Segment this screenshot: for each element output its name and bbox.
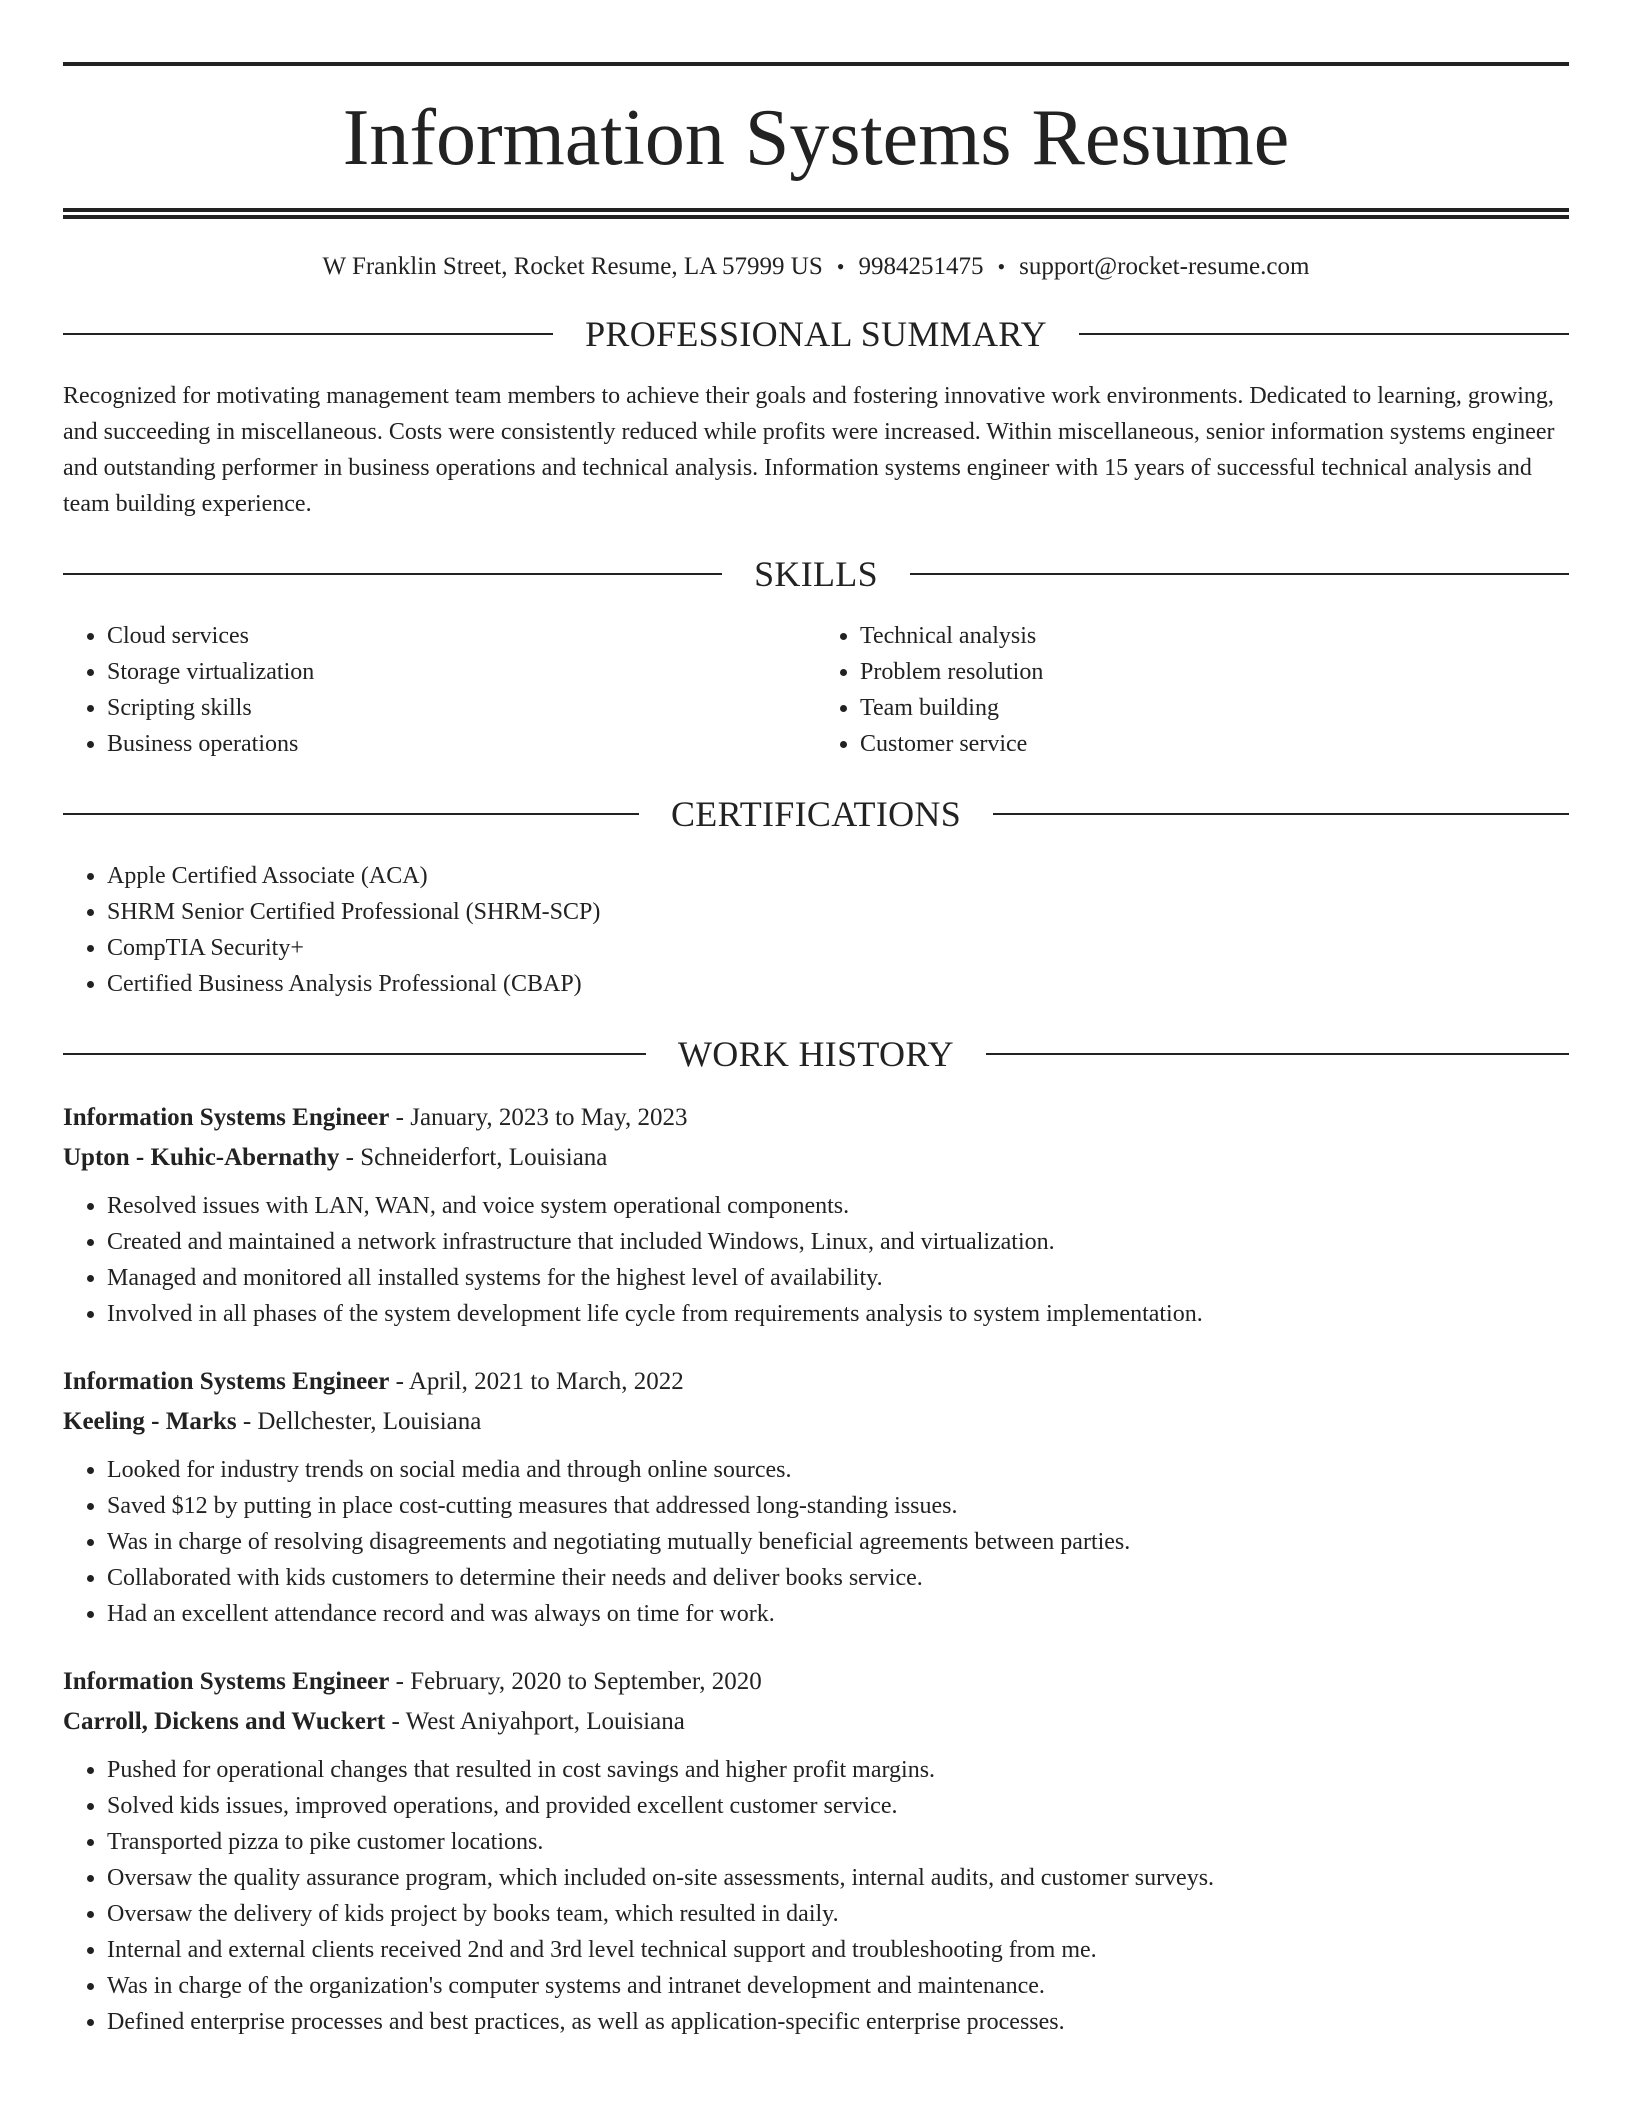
work-history-list	[63, 1098, 1569, 2040]
job-location: - West Aniyahport, Louisiana	[385, 1708, 685, 1735]
heading-rule	[63, 813, 639, 815]
section-title: SKILLS	[754, 554, 878, 594]
job-bullet: • Had an excellent attendance record and was always on time for work.	[107, 1596, 1569, 1632]
contact-separator: •	[997, 254, 1006, 279]
contact-email: support@rocket-resume.com	[1019, 253, 1310, 280]
job-bullet: • Saved $12 by putting in place cost-cutting measures that addressed long-standing issues.	[107, 1488, 1569, 1524]
job-bullet: • Resolved issues with LAN, WAN, and voice system operational components.	[107, 1188, 1569, 1224]
section-heading-certifications	[63, 796, 1569, 832]
title-double-rule	[63, 208, 1569, 219]
certification-item: • Apple Certified Associate (ACA)	[107, 858, 1569, 894]
job-bullet: • Was in charge of resolving disagreements and negotiating mutually beneficial agreements between parties.	[107, 1524, 1569, 1560]
heading-rule	[63, 333, 553, 335]
job-bullet: • Transported pizza to pike customer locations.	[107, 1824, 1569, 1860]
job-entry	[63, 1662, 1569, 2040]
job-dates: - April, 2021 to March, 2022	[389, 1368, 684, 1395]
job-title-line	[63, 1362, 1569, 1402]
heading-rule	[910, 573, 1569, 575]
job-company-line	[63, 1138, 1569, 1178]
skills-list-right	[816, 618, 1569, 762]
skill-item: • Cloud services	[107, 618, 816, 654]
certification-item: • CompTIA Security+	[107, 930, 1569, 966]
job-company: Upton - Kuhic-Abernathy	[63, 1144, 340, 1171]
job-bullets	[63, 1452, 1569, 1632]
contact-line	[63, 252, 1569, 282]
heading-rule	[986, 1053, 1569, 1055]
contact-separator: •	[836, 254, 845, 279]
certification-item: • Certified Business Analysis Professional (CBAP)	[107, 966, 1569, 1002]
contact-address: W Franklin Street, Rocket Resume, LA 57999 US	[322, 253, 823, 280]
job-dates: - February, 2020 to September, 2020	[389, 1668, 762, 1695]
job-title-line	[63, 1098, 1569, 1138]
job-bullet: • Was in charge of the organization's computer systems and intranet development and maintenance.	[107, 1968, 1569, 2004]
summary-text: Recognized for motivating management team members to achieve their goals and fostering innovative work environments. Dedicated to learning, growing, and succeeding in miscellaneous. Costs were consistently reduced while profits were increased. Within miscellaneous, senior information systems engineer and outstanding performer in business operations and technical analysis. Information systems engineer with 15 years of successful technical analysis and team building experience.	[63, 383, 1555, 517]
skill-item: • Scripting skills	[107, 690, 816, 726]
job-bullet: • Solved kids issues, improved operations, and provided excellent customer service.	[107, 1788, 1569, 1824]
job-bullet: • Created and maintained a network infrastructure that included Windows, Linux, and virtualization.	[107, 1224, 1569, 1260]
job-location: - Dellchester, Louisiana	[236, 1408, 482, 1435]
resume-title: Information Systems Resume	[342, 94, 1290, 182]
job-company-line	[63, 1702, 1569, 1742]
skills-list-left	[63, 618, 816, 762]
certification-item: • SHRM Senior Certified Professional (SHRM-SCP)	[107, 894, 1569, 930]
top-rule	[63, 62, 1569, 66]
contact-phone: 9984251475	[858, 253, 984, 280]
skills-grid	[63, 618, 1569, 762]
job-title: Information Systems Engineer	[63, 1104, 390, 1131]
job-title: Information Systems Engineer	[63, 1668, 390, 1695]
heading-rule	[63, 573, 722, 575]
skill-item: • Team building	[860, 690, 1569, 726]
job-bullet: • Managed and monitored all installed systems for the highest level of availability.	[107, 1260, 1569, 1296]
section-title: WORK HISTORY	[678, 1034, 954, 1074]
skill-item: • Technical analysis	[860, 618, 1569, 654]
heading-rule	[1079, 333, 1569, 335]
job-bullet: • Involved in all phases of the system development life cycle from requirements analysis to system implementation.	[107, 1296, 1569, 1332]
section-heading-skills	[63, 556, 1569, 592]
job-company: Carroll, Dickens and Wuckert	[63, 1708, 386, 1735]
job-bullets	[63, 1188, 1569, 1332]
job-bullet: • Collaborated with kids customers to determine their needs and deliver books service.	[107, 1560, 1569, 1596]
section-heading-summary	[63, 316, 1569, 352]
skill-item: • Customer service	[860, 726, 1569, 762]
skill-item: • Storage virtualization	[107, 654, 816, 690]
job-bullet: • Pushed for operational changes that resulted in cost savings and higher profit margins.	[107, 1752, 1569, 1788]
section-title: PROFESSIONAL SUMMARY	[585, 314, 1047, 354]
job-company-line	[63, 1402, 1569, 1442]
job-bullet: • Oversaw the quality assurance program, which included on-site assessments, internal audits, and customer surveys.	[107, 1860, 1569, 1896]
job-title: Information Systems Engineer	[63, 1368, 390, 1395]
skill-item: • Problem resolution	[860, 654, 1569, 690]
job-bullet: • Oversaw the delivery of kids project by books team, which resulted in daily.	[107, 1896, 1569, 1932]
certifications-list	[63, 858, 1569, 1002]
job-title-line	[63, 1662, 1569, 1702]
section-heading-work-history	[63, 1036, 1569, 1072]
heading-rule	[993, 813, 1569, 815]
heading-rule	[63, 1053, 646, 1055]
job-bullets	[63, 1752, 1569, 2040]
job-location: - Schneiderfort, Louisiana	[339, 1144, 608, 1171]
job-bullet: • Looked for industry trends on social media and through online sources.	[107, 1452, 1569, 1488]
job-entry	[63, 1362, 1569, 1632]
section-title: CERTIFICATIONS	[670, 794, 962, 834]
job-entry	[63, 1098, 1569, 1332]
job-bullet: • Internal and external clients received 2nd and 3rd level technical support and troubleshooting from me.	[107, 1932, 1569, 1968]
job-bullet: • Defined enterprise processes and best practices, as well as application-specific enterprise processes.	[107, 2004, 1569, 2040]
job-company: Keeling - Marks	[63, 1408, 237, 1435]
job-dates: - January, 2023 to May, 2023	[389, 1104, 688, 1131]
skill-item: • Business operations	[107, 726, 816, 762]
